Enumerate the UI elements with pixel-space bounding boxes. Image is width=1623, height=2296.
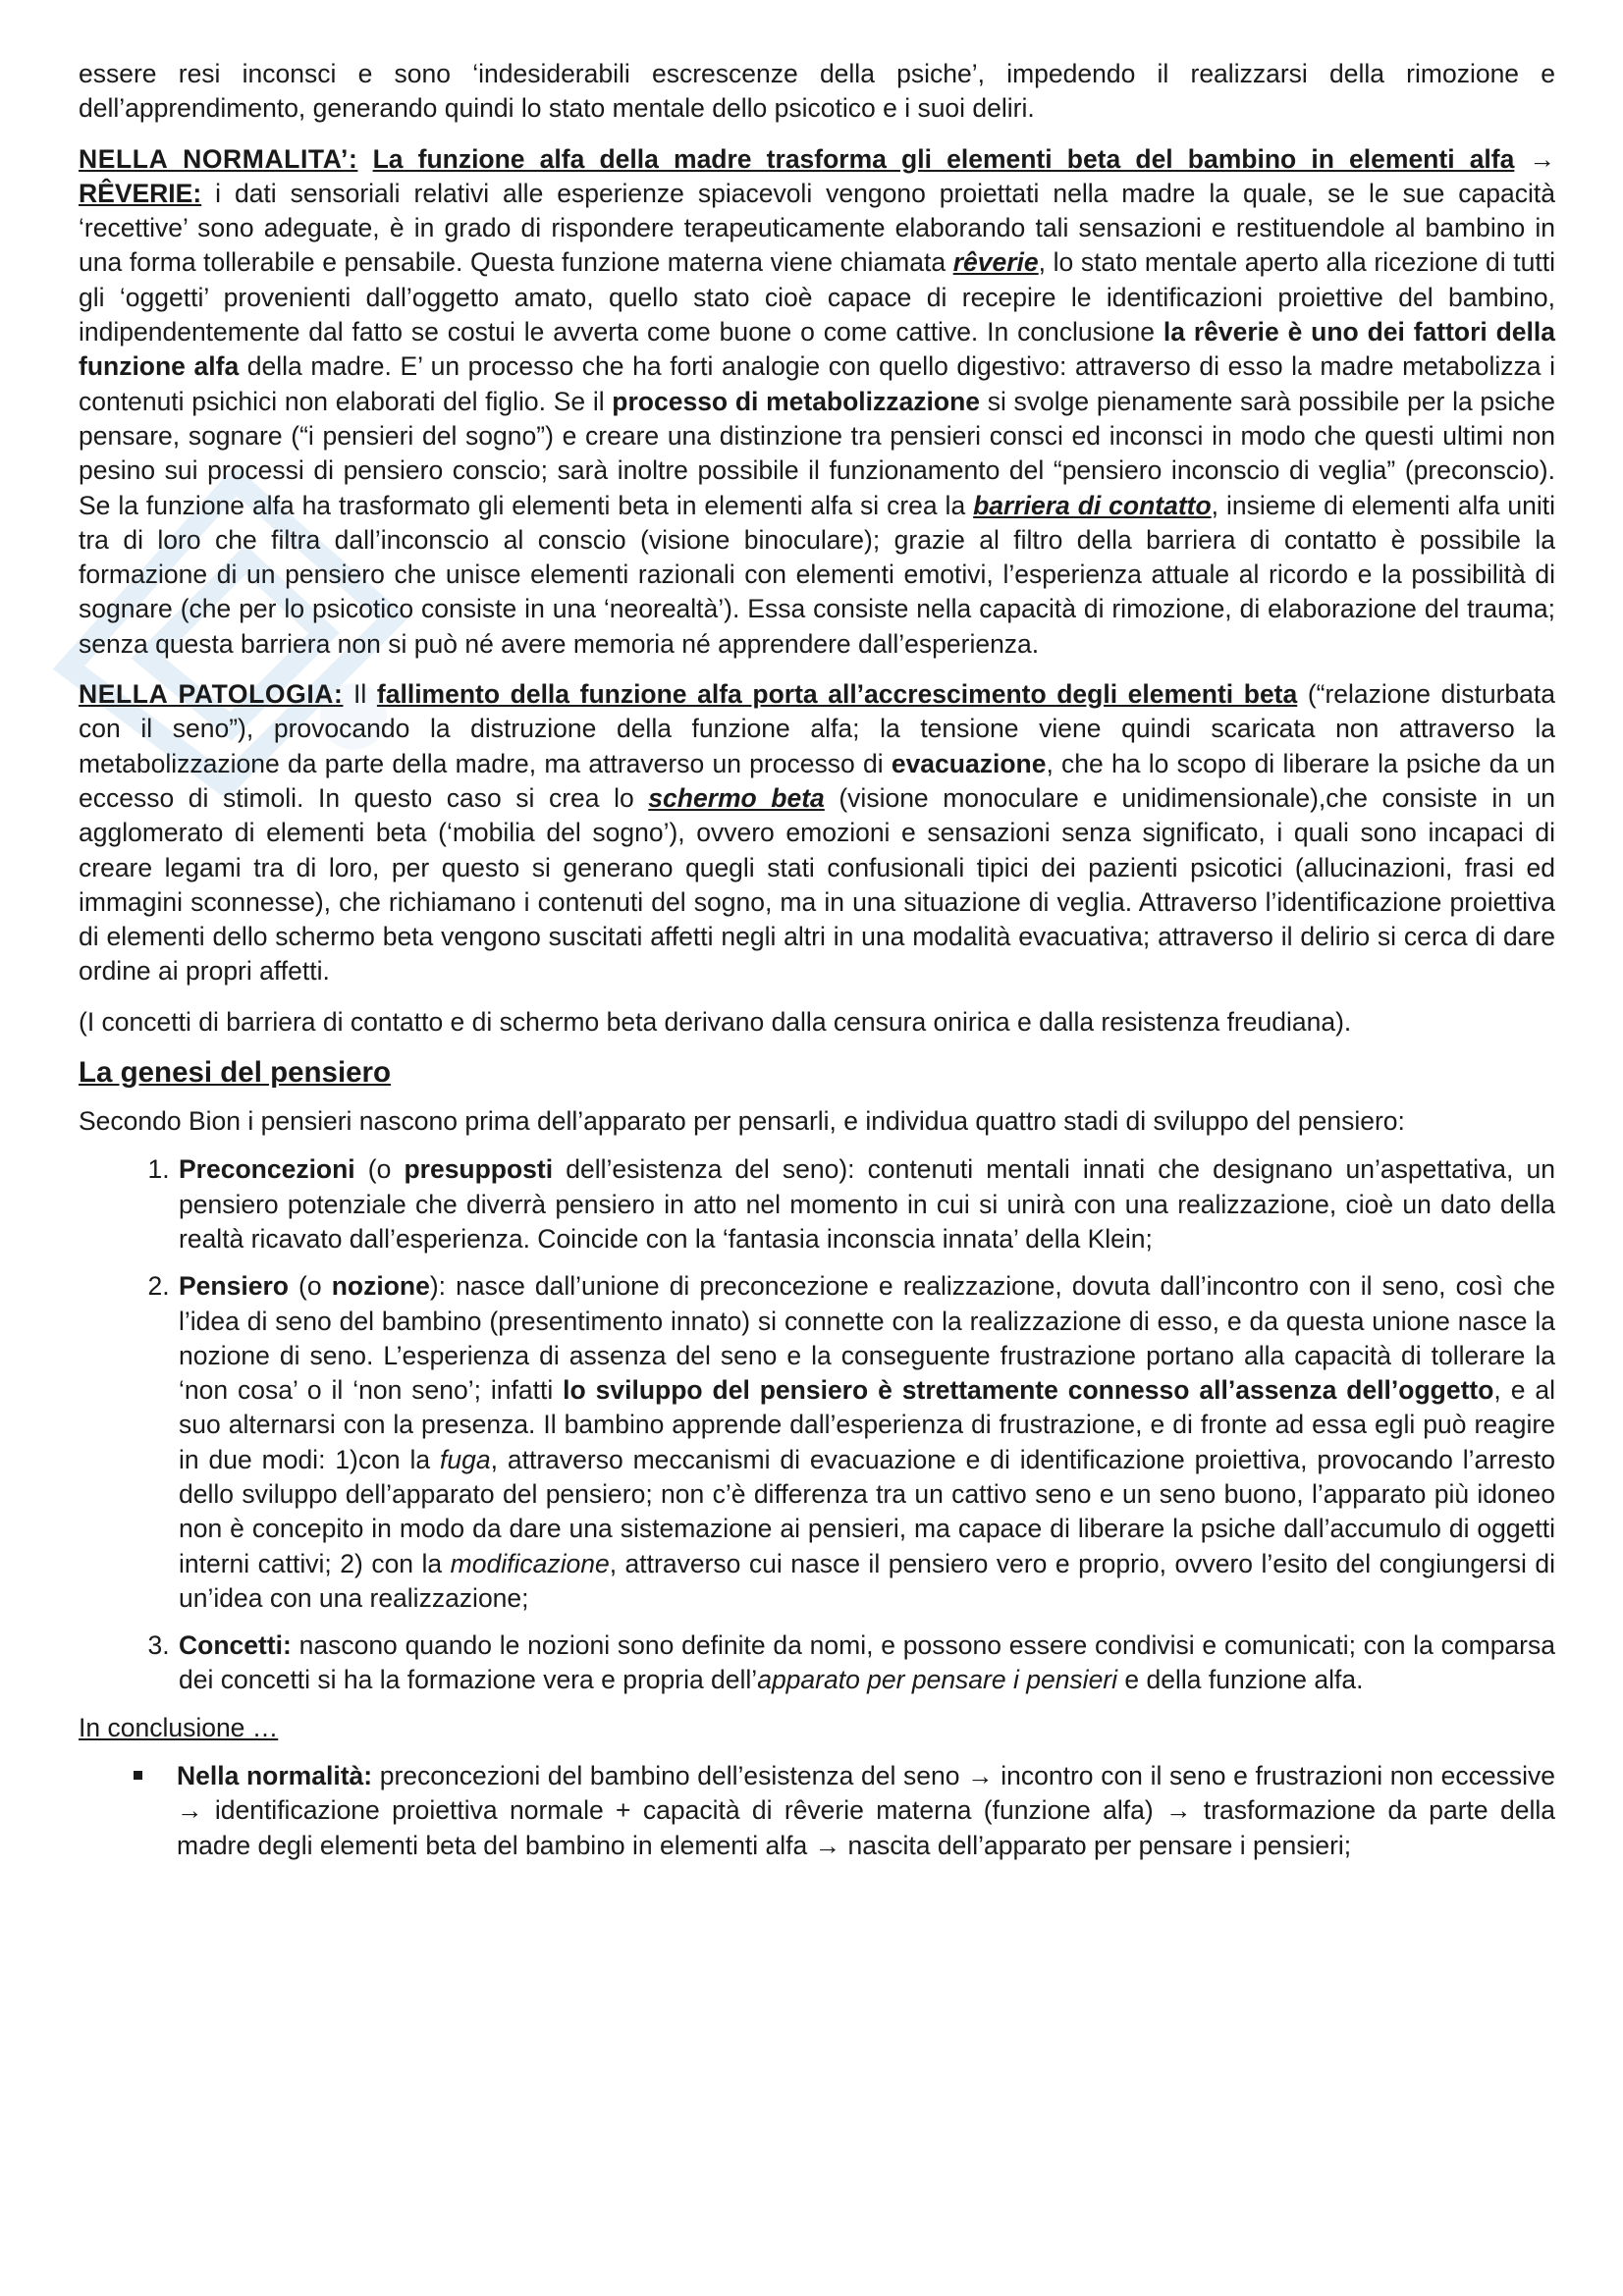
- normalita-bold-2: processo di metabolizzazione: [612, 386, 980, 416]
- item1-text-b: dell’esistenza del seno): contenuti mentali innati che designano un’aspettativa, un pensiero potenziale che diverrà pensiero in atto nel momento in cui si unirà con una realizzazione, cioè un dato della realtà ricavato dall’esperienza. Coincide con la ‘fantasia inconscia innata’ della Klein;: [179, 1154, 1555, 1254]
- conclusione-heading: In conclusione …: [79, 1712, 279, 1742]
- item3-text-b: e della funzione alfa.: [1117, 1665, 1364, 1695]
- item2-text-d: , attraverso meccanismi di evacuazione e di identificazione proiettiva, provocando l’arresto dello sviluppo dell’apparato del pensiero; non c’è differenza tra un cattivo seno e un seno buono, l’apparato più idoneo non è concepito in modo da dare una sistemazione ai pensieri, ma capace di liberare la psiche dall’accumulo di oggetti interni cattivi; 2) con la: [179, 1444, 1555, 1578]
- patologia-lead: fallimento della funzione alfa porta all’accrescimento degli elementi beta: [376, 679, 1298, 710]
- patologia-text-1: (“relazione disturbata con il seno”), provocando la distruzione della funzione alfa; la tensione viene quindi scaricata non attraverso la metabolizzazione da parte della madre, ma attraverso un processo di: [79, 679, 1555, 778]
- normalita-text-3: della madre. E’ un processo che ha forti analogie con quello digestivo: attraverso di esso la madre metabolizza i contenuti psichici non elaborati del figlio. Se il: [79, 351, 1555, 416]
- item2-text-b: ): nasce dall’unione di preconcezione e realizzazione, dovuta dall’incontro con il seno, così che l’idea di seno del bambino (presentimento innato) si connette con la realizzazione di esso, e da questa unione nasce la nozione di seno. L’esperienza di assenza del seno e la conseguente frustrazione portano alla capacità di tollerare la ‘non cosa’ o il ‘non seno’; infatti: [179, 1271, 1555, 1406]
- item2-bold-c: lo sviluppo del pensiero è strettamente connesso all’assenza dell’oggetto: [563, 1375, 1494, 1406]
- list-item: [177, 1629, 1555, 1698]
- normalita-lead: La funzione alfa della madre trasforma gli elementi beta del bambino in elementi alfa: [372, 143, 1515, 174]
- item2-term: Pensiero: [179, 1271, 289, 1302]
- normalita-bold-1: la rêverie è uno dei fattori della funzione alfa: [79, 317, 1555, 382]
- normalita-text-2: , lo stato mentale aperto alla ricezione di tutti gli ‘oggetti’ provenienti dall’oggetto amato, quello stato cioè capace di recepire le identificazioni proiettive del bambino, indipendentemente dal fatto se costui le avverta come buone o come cattive. In conclusione: [79, 247, 1555, 347]
- summary-list: [79, 1759, 1555, 1863]
- section-title: La genesi del pensiero: [79, 1056, 392, 1090]
- bullet1-label: Nella normalità:: [177, 1761, 373, 1791]
- bullet-square-icon: [134, 1771, 142, 1780]
- stages-list: [79, 1152, 1555, 1697]
- schermo-beta-term: schermo beta: [648, 782, 825, 813]
- patologia-text-2: , che ha lo scopo di liberare la psiche da un eccesso di stimoli. In questo caso si crea lo: [79, 748, 1555, 813]
- item2-italic-2: modificazione: [450, 1548, 610, 1578]
- evacuazione-term: evacuazione: [891, 748, 1047, 778]
- arrow-symbol: →: [1514, 143, 1555, 174]
- barriera-term: barriera di contatto: [973, 490, 1212, 520]
- item2-text-a: (o: [288, 1271, 332, 1302]
- item2-italic-1: fuga: [440, 1444, 491, 1474]
- document-body: [79, 57, 1555, 1863]
- reverie-term: rêverie: [952, 247, 1039, 278]
- intro-paragraph: essere resi inconsci e sono ‘indesiderabili escrescenze della psiche’, impedendo il realizzarsi della rimozione e dell’apprendimento, generando quindi lo stato mentale dello psicotico e i suoi deliri.: [79, 59, 1555, 124]
- patologia-heading: NELLA PATOLOGIA:: [79, 679, 344, 710]
- item3-term: Concetti:: [179, 1630, 292, 1661]
- patologia-text-0: Il: [343, 679, 377, 710]
- list-item: [177, 1759, 1555, 1863]
- item3-text-a: nascono quando le nozioni sono definite da nomi, e possono essere condivisi e comunicati; con la comparsa dei concetti si ha la formazione vera e propria dell’: [179, 1630, 1555, 1695]
- patologia-text-3: (visione monoculare e unidimensionale),che consiste in un agglomerato di elementi beta (‘mobilia del sogno’), ovvero emozioni e sensazioni senza significato, i quali sono incapaci di creare legami tra di loro, per questo si generano quegli stati confusionali tipici dei pazienti psicotici (allucinazioni, frasi ed immagini sconnesse), che richiamano i contenuti del sogno, ma in una situazione di veglia. Attraverso l’identificazione proiettiva di elementi dello schermo beta vengono suscitati affetti negli altri in una modalità evacuativa; attraverso il delirio si cerca di dare ordine ai propri affetti.: [79, 782, 1555, 987]
- note-paragraph: (I concetti di barriera di contatto e di schermo beta derivano dalla censura onirica e dalla resistenza freudiana).: [79, 1006, 1352, 1037]
- genesi-intro: Secondo Bion i pensieri nascono prima dell’apparato per pensarli, e individua quattro stadi di sviluppo del pensiero:: [79, 1106, 1405, 1137]
- list-item: [177, 1269, 1555, 1616]
- normalita-heading: NELLA NORMALITA’:: [79, 143, 358, 174]
- item1-term-b: presupposti: [404, 1154, 554, 1185]
- normalita-text-4: si svolge pienamente sarà possibile per la psiche pensare, sognare (“i pensieri del sogno”) e creare una distinzione tra pensieri consci ed inconsci in modo che questi ultimi non pesino sui processi di pensiero conscio; sarà inoltre possibile il funzionamento del “pensiero inconscio di veglia” (preconscio). Se la funzione alfa ha trasformato gli elementi beta in elementi alfa si crea la: [79, 386, 1555, 520]
- reverie-label: RÊVERIE:: [79, 178, 202, 208]
- bullet1-text: preconcezioni del bambino dell’esistenza del seno → incontro con il seno e frustrazioni non eccessive → identificazione proiettiva normale + capacità di rêverie materna (funzione alfa) → trasformazione da parte della madre degli elementi beta del bambino in elementi alfa → nascita dell’apparato per pensare i pensieri;: [177, 1761, 1555, 1860]
- item1-text-a: (o: [354, 1154, 405, 1185]
- normalita-text-5: , insieme di elementi alfa uniti tra di loro che filtra dall’inconscio al conscio (visione binoculare); grazie al filtro della barriera di contatto è possibile la formazione di un pensiero che unisce elementi razionali con elementi emotivi, l’esperienza attuale al ricordo e la possibilità di sognare (che per lo psicotico consiste in una ‘neorealtà’). Essa consiste nella capacità di rimozione, di elaborazione del trauma; senza questa barriera non si può né avere memoria né apprendere dall’esperienza.: [79, 490, 1555, 659]
- normalita-text-1: i dati sensoriali relativi alle esperienze spiacevoli vengono proiettati nella madre la quale, se le sue capacità ‘recettive’ sono adeguate, è in grado di rispondere terapeuticamente elaborando tali sensazioni e restituendole al bambino in una forma tollerabile e pensabile. Questa funzione materna viene chiamata: [79, 178, 1555, 278]
- list-item: [177, 1152, 1555, 1256]
- item2-term-b: nozione: [331, 1271, 430, 1302]
- normalita-paragraph: [79, 142, 1555, 662]
- item2-text-c: , e al suo alternarsi con la presenza. Il bambino apprende dall’esperienza di frustrazione, e di fronte ad essa egli può reagire in due modi: 1)con la: [179, 1375, 1556, 1474]
- item1-term: Preconcezioni: [179, 1154, 355, 1185]
- item2-text-e: , attraverso cui nasce il pensiero vero e proprio, ovvero l’esito del congiungersi di un’idea con una realizzazione;: [179, 1548, 1555, 1613]
- patologia-paragraph: [79, 677, 1555, 989]
- item3-italic-1: apparato per pensare i pensieri: [757, 1665, 1118, 1695]
